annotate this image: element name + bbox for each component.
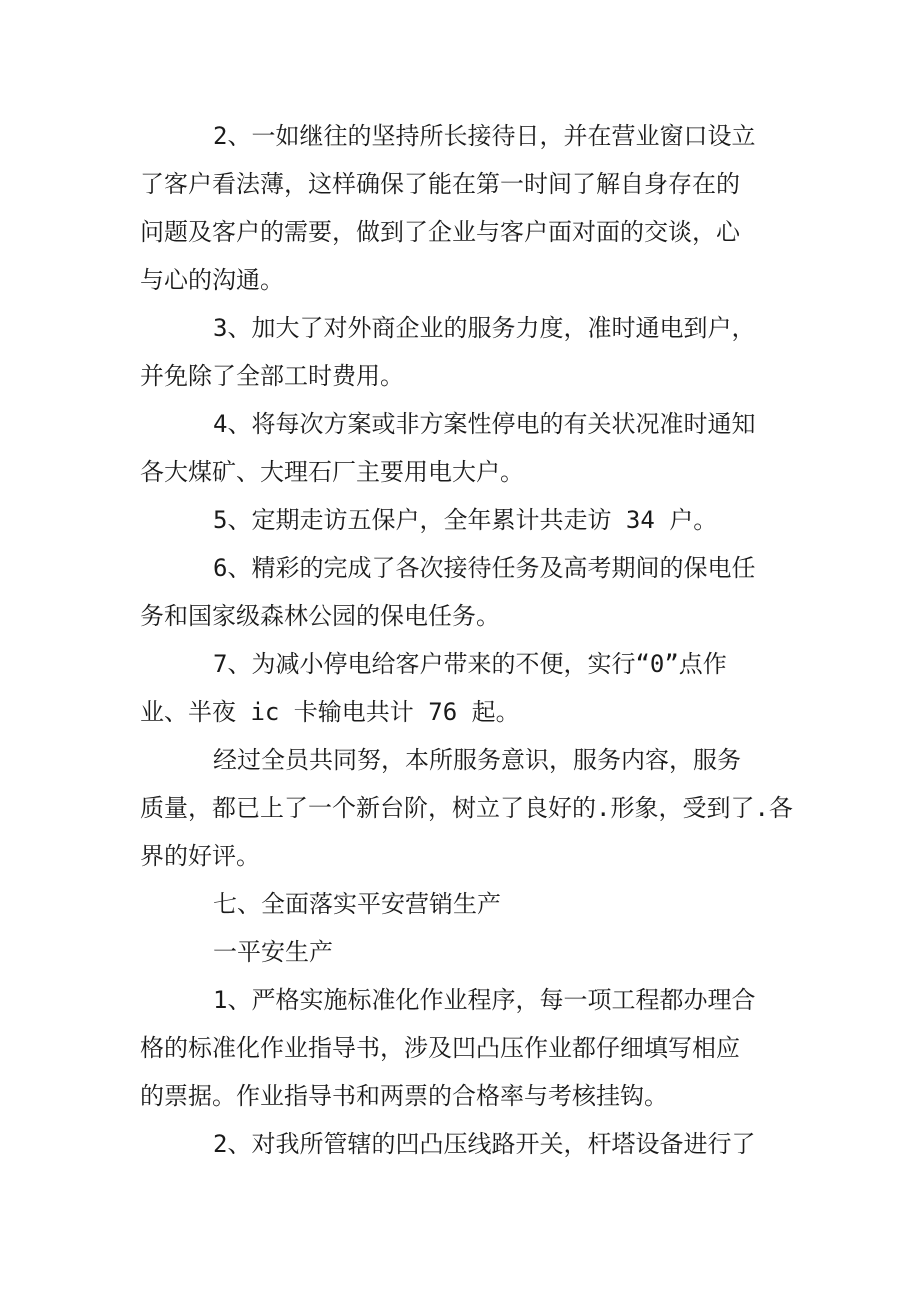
paragraph-line: 界的好评。: [140, 842, 260, 870]
paragraph-line: 经过全员共同努，本所服务意识，服务内容，服务: [213, 746, 741, 774]
paragraph-line: 格的标准化作业指导书，涉及凹凸压作业都仔细填写相应: [140, 1034, 740, 1062]
paragraph-line: 与心的沟通。: [140, 266, 284, 294]
paragraph-line: 问题及客户的需要，做到了企业与客户面对面的交谈，心: [140, 218, 740, 246]
section-heading: 七、全面落实平安营销生产: [213, 890, 501, 918]
paragraph-line: 务和国家级森林公园的保电任务。: [140, 602, 500, 630]
paragraph-line: 并免除了全部工时费用。: [140, 362, 404, 390]
paragraph-line: 1、严格实施标准化作业程序，每一项工程都办理合: [213, 986, 756, 1014]
paragraph-line: 2、对我所管辖的凹凸压线路开关，杆塔设备进行了: [213, 1130, 756, 1158]
paragraph-line: 6、精彩的完成了各次接待任务及高考期间的保电任: [213, 554, 756, 582]
subsection-heading: 一平安生产: [213, 938, 333, 966]
paragraph-line: 4、将每次方案或非方案性停电的有关状况准时通知: [213, 410, 756, 438]
paragraph-line: 业、半夜 ic 卡输电共计 76 起。: [140, 698, 520, 726]
paragraph-line: 的票据。作业指导书和两票的合格率与考核挂钩。: [140, 1082, 668, 1110]
paragraph-line: 7、为减小停电给客户带来的不便，实行“0”点作: [213, 650, 727, 678]
paragraph-line: 各大煤矿、大理石厂主要用电大户。: [140, 458, 524, 486]
paragraph-line: 5、定期走访五保户，全年累计共走访 34 户。: [213, 506, 718, 534]
paragraph-line: 2、一如继往的坚持所长接待日，并在营业窗口设立: [213, 122, 756, 150]
paragraph-line: 质量，都已上了一个新台阶，树立了良好的.形象，受到了.各: [140, 794, 793, 822]
paragraph-line: 了客户看法薄，这样确保了能在第一时间了解自身存在的: [140, 170, 740, 198]
paragraph-line: 3、加大了对外商企业的服务力度，准时通电到户，: [213, 314, 756, 342]
